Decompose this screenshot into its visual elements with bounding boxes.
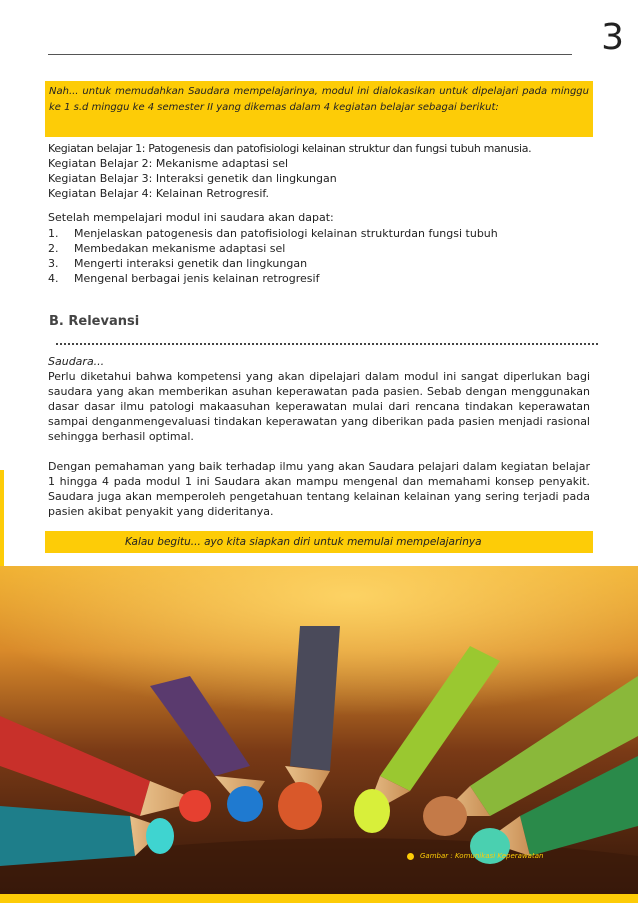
relevance-paragraph-2: Dengan pemahaman yang baik terhadap ilmu yang akan Saudara pelajari dalam kegiatan belajar 1 hingga 4 pada modul 1 ini Saudara akan mampu mengenal dan memahami konsep penyakit. Saudara juga akan memperoleh pengetahuan tentang kelainan kelainan yang sering terjadi pada pasien akibat penyakit yang dideritanya. xyxy=(48,460,590,518)
dotted-divider xyxy=(56,343,598,345)
objective-number: 3. xyxy=(48,257,59,270)
header-rule xyxy=(48,54,572,55)
objectives-intro: Setelah mempelajari modul ini saudara akan dapat: xyxy=(48,211,334,224)
activity-list xyxy=(48,141,598,201)
objective-text: Mengerti interaksi genetik dan lingkungan xyxy=(74,257,308,270)
objective-number: 4. xyxy=(48,272,59,285)
intro-text: Nah... untuk memudahkan Saudara mempelajarinya, modul ini dialokasikan untuk dipelajari pada minggu ke 1 s.d minggu ke 4 semester II yang dikemas dalam 4 kegiatan belajar sebagai berikut: xyxy=(49,86,589,113)
objective-text: Mengenal berbagai jenis kelainan retrogresif xyxy=(74,272,320,285)
caption-bullet-icon xyxy=(407,853,414,860)
objective-text: Menjelaskan patogenesis dan patofisiologi kelainan strukturdan fungsi tubuh xyxy=(74,227,498,240)
activity-item: Kegiatan belajar 1: Patogenesis dan patofisiologi kelainan struktur dan fungsi tubuh manusia. xyxy=(48,142,532,155)
section-heading-relevansi: B. Relevansi xyxy=(49,314,140,329)
intro-highlight-box xyxy=(45,81,593,137)
objective-number: 1. xyxy=(48,227,59,240)
relevance-greeting: Saudara... xyxy=(48,355,105,368)
activity-item: Kegiatan Belajar 4: Kelainan Retrogresif. xyxy=(48,187,269,200)
objective-text: Membedakan mekanisme adaptasi sel xyxy=(74,242,286,255)
objective-item xyxy=(48,256,598,271)
image-caption: Gambar : Komunikasi Keperawatan xyxy=(420,852,544,860)
relevance-section xyxy=(48,354,590,519)
activity-item: Kegiatan Belajar 3: Interaksi genetik dan lingkungan xyxy=(48,172,337,185)
page-number: 3 xyxy=(601,17,624,58)
cta-text: Kalau begitu... ayo kita siapkan diri untuk memulai mempelajarinya xyxy=(125,536,482,548)
cta-highlight-box xyxy=(45,531,593,553)
objective-number: 2. xyxy=(48,242,59,255)
relevance-paragraph-1: Perlu diketahui bahwa kompetensi yang akan dipelajari dalam modul ini sangat diperlukan bagi saudara yang akan memberikan asuhan keperawatan pada pasien. Sebab dengan menggunakan dasar dasar ilmu patologi makaasuhan keperawatan mulai dari rencana tindakan keperawatan sampai denganmengevaluasi tindakan keperawatan yang diberikan pada pasien menjadi rasional sehingga berhasil optimal. xyxy=(48,370,590,443)
activity-item: Kegiatan Belajar 2: Mekanisme adaptasi sel xyxy=(48,157,289,170)
side-accent-bar xyxy=(0,470,4,566)
objective-item xyxy=(48,241,598,256)
objective-item xyxy=(48,271,598,286)
objectives-list xyxy=(48,226,598,286)
objective-item xyxy=(48,226,598,241)
